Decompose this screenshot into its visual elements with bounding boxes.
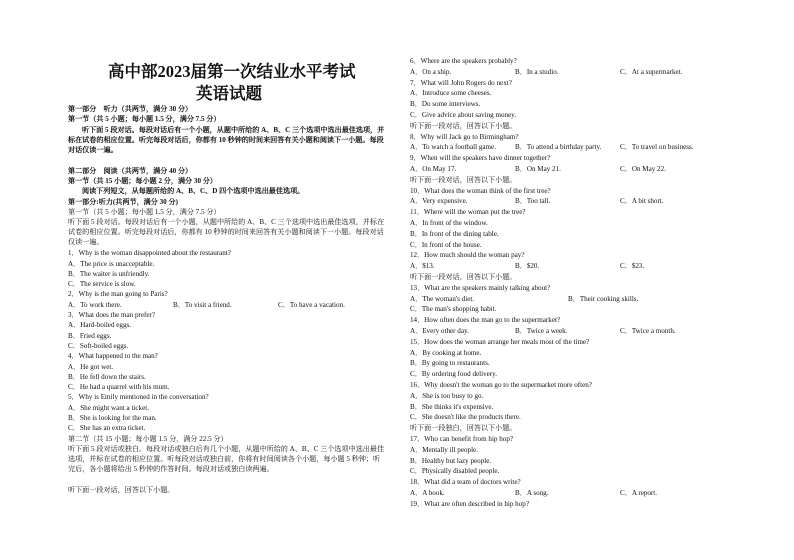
text-line: 8．Why will Jack go to Birmingham? (410, 132, 519, 141)
option-text: C．To have a vacation. (278, 300, 345, 309)
text-line: 2．Why is the man going to Paris? (68, 290, 168, 299)
option-text: B．To visit a friend. (173, 300, 232, 309)
text-line: 第二节（共 15 小题；每小题 1.5 分，满分 22.5 分） (68, 434, 228, 443)
text-line: C．The man's shopping habit. (410, 305, 497, 314)
option-text: B．In a studio. (515, 67, 559, 76)
option-text: A．A book. (410, 489, 445, 497)
text-line: 听下面一段对话，回答以下小题。 (68, 486, 175, 495)
text-line: 听下面一段独白，回答以下小题。 (410, 424, 517, 433)
text-line: C．By ordering food delivery. (410, 370, 498, 379)
option-text: B．Their cooking skills. (568, 294, 639, 303)
option-text: B．$20. (515, 262, 540, 271)
text-line: 7．What will John Rogers do next? (410, 78, 512, 87)
text-line: A．Introduce some cheeses. (410, 89, 492, 98)
text-line: A．Hard-boiled eggs. (68, 321, 132, 330)
text-line: 听下面一段对话，回答以下小题。 (410, 175, 517, 184)
text-line: A．He got wet. (68, 362, 114, 371)
option-text: A．The woman's diet. (410, 294, 475, 303)
instruction-paragraph: 听下面 5 段对话。每段对话后有一个小题，从题中所给的 A、B、C 三个选项中选出最佳选项，并标在试卷的相应位置。听完每段对话后，你都有 10 秒钟的时间来回答有关小题和阅读下一小题。每段对话仅读一遍。 (68, 218, 385, 247)
text-line: 15．How does the woman arrange her meals most of the time? (410, 337, 590, 346)
text-line: C．Give advice about saving money. (410, 111, 517, 119)
text-line: A．Mentally ill people. (410, 445, 478, 454)
text-line: C．She doesn't like the products there. (410, 413, 521, 422)
text-line: 14．How often does the man go to the supermarket? (410, 316, 561, 325)
text-line: C．Physically disabled people. (410, 467, 500, 476)
text-line: C．Soft-boiled eggs. (68, 341, 129, 350)
text-line: 5．Why is Emily mentioned in the conversation? (68, 393, 209, 402)
text-line: 11．Where will the woman put the tree? (410, 208, 526, 217)
option-text: C．At a supermarket. (620, 67, 683, 76)
text-line: 18．What did a team of doctors write? (410, 478, 521, 487)
option-text: C．Twice a month. (620, 327, 676, 335)
instruction-paragraph: 听下面 5 段对话。每段对话后有一个小题，从题中所给的 A、B、C 三个选项中选出最佳选项，并标在试卷的相应位置。听完每段对话后，你都有 10 秒钟的时间来回答有关小题和阅读下一小题。每段对话仅读一遍。 (68, 125, 385, 154)
text-line: B．By going to restaurants. (410, 359, 490, 368)
text-line: B．Do some interviews. (410, 100, 481, 109)
text-line: B．Fried eggs. (68, 331, 112, 340)
option-text: A．Every other day. (410, 327, 469, 335)
text-line: C．She has an extra ticket. (68, 424, 146, 433)
text-line: 第一节（共 5 小题；每小题 1.5 分，满分 7.5 分） (68, 115, 221, 124)
text-line: B．Healthy but lazy people. (410, 456, 492, 465)
option-text: B．On May 21. (515, 165, 561, 173)
instruction-paragraph: 听下面 5 段对话或独白。每段对话或独白后有几个小题，从题中所给的 A、B、C 三个选项中选出最佳选项，并标在试卷的相应位置。听每段对话或独白前，你将有时间阅读各个小题，每小题 5 秒钟；听完后，各小题将给出 5 秒钟的作答时间。每段对话或独白读两遍。 (68, 444, 385, 473)
text-line: B．The waiter is unfriendly. (68, 269, 150, 278)
option-text: A．To work there. (68, 300, 122, 309)
text-line: A．The price is unacceptable. (68, 259, 155, 268)
text-line: 17．Who can benefit from hip hop? (410, 435, 514, 443)
text-line: B．She is looking for the man. (68, 414, 157, 422)
text-line: 1．Why is the woman disappointed about the restaurant? (68, 249, 231, 258)
text-line: B．In front of the dining table. (410, 229, 499, 238)
text-line: A．She is too busy to go. (410, 391, 484, 400)
text-line: 3．What does the man prefer? (68, 311, 156, 319)
text-line: B．He fell down the stairs. (68, 372, 146, 381)
text-line: C．He had a quarrel with his mum. (68, 383, 170, 392)
option-text: C．On May 22. (620, 165, 666, 173)
option-text: C．A report. (620, 489, 658, 497)
text-line: 第一部分:听力(共两节，满分 30 分) (68, 197, 178, 206)
text-line: C．The service is slow. (68, 280, 136, 289)
option-text: A．To watch a football game. (410, 143, 496, 152)
option-text: A．$13. (410, 262, 435, 271)
exam-title: 高中部2023届第一次结业水平考试 (108, 62, 356, 81)
text-line: 听下面一段对话，回答以下小题。 (410, 273, 517, 281)
option-text: B．A song. (515, 489, 549, 497)
text-line: 13．What are the speakers mainly talking about? (410, 283, 551, 292)
text-line: 第一节（共 15 小题；每小题 2 分，满分 30 分） (68, 177, 217, 186)
text-line: 16．Why doesn't the woman go to the supermarket more often? (410, 381, 592, 389)
option-text: A．On a ship. (410, 67, 452, 76)
option-text: C．$23. (620, 262, 645, 271)
text-line: C．In front of the house. (410, 240, 482, 249)
option-text: B．To attend a birthday party. (515, 143, 602, 152)
text-line: A．In front of the window. (410, 219, 488, 227)
text-line: 6．Where are the speakers probably? (410, 57, 517, 65)
text-line: 听下面一段对话，回答以下小题。 (410, 121, 517, 130)
option-text: A．On May 17. (410, 165, 457, 173)
option-text: B．Too tall. (515, 197, 551, 206)
text-line: A．By cooking at home. (410, 348, 482, 357)
text-line: 12．How much should the woman pay? (410, 251, 525, 260)
text-line: 第一部分 听力（共两节，满分 30 分） (68, 105, 193, 113)
text-line: A．She might want a ticket. (68, 403, 149, 412)
text-line: B．She thinks it's expensive. (410, 402, 494, 411)
option-text: B．Twice a week. (515, 327, 568, 335)
exam-subtitle: 英语试题 (196, 84, 262, 103)
text-line: 19．What are often described in hip hop? (410, 499, 529, 508)
text-line: 10．What does the woman think of the first tree? (410, 186, 551, 195)
option-text: C．To travel on business. (620, 143, 694, 152)
option-text: A．Very expensive. (410, 197, 468, 206)
text-line: 4．What happened to the man? (68, 352, 158, 361)
text-line: 9．When will the speakers have dinner together? (410, 154, 551, 163)
text-line: 第一节（共 5 小题；每小题 1.5 分，满分 7.5 分） (68, 208, 221, 216)
option-text: C．A bit short. (620, 197, 664, 206)
text-line: 第二部分 阅读（共两节，满分 40 分） (68, 166, 193, 175)
text-line: 阅读下列短文，从每题所给的 A、B、C、D 四个选项中选出最佳选项。 (82, 187, 305, 196)
